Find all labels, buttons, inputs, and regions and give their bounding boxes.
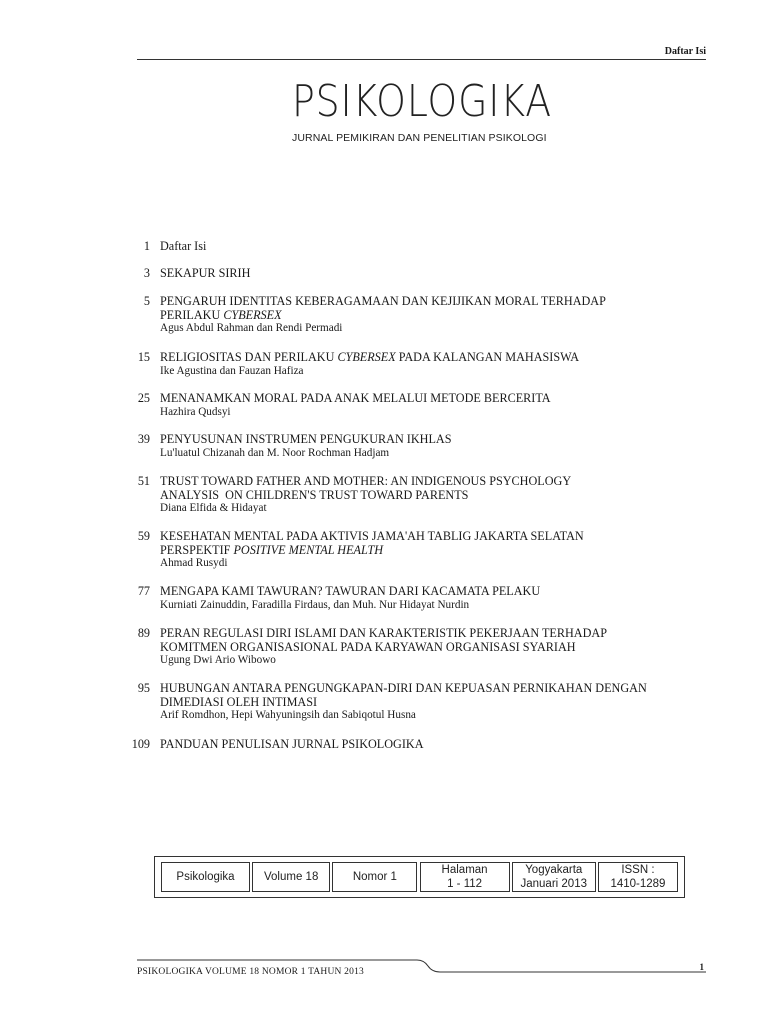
toc-page-number: 15	[137, 350, 150, 364]
toc-author: Diana Elfida & Hidayat	[160, 502, 267, 514]
journal-logo: PSIKOLOGIKA	[292, 76, 553, 127]
toc-title-continued	[160, 309, 720, 323]
footer-page-number: 1	[699, 962, 704, 972]
toc-page-number: 1	[143, 239, 150, 253]
toc-title-text: PERILAKU	[160, 307, 224, 322]
info-pages-label: Halaman	[441, 864, 488, 876]
toc-title-continued: ANALYSIS ON CHILDREN'S TRUST TOWARD PARENTS	[160, 487, 469, 502]
toc-page-number: 109	[131, 737, 150, 751]
info-issn-value: 1410-1289	[610, 878, 666, 890]
info-city: Yogyakarta	[525, 864, 583, 876]
toc-title: SEKAPUR SIRIH	[160, 266, 251, 280]
info-number	[332, 862, 417, 892]
toc-author: Hazhira Qudsyi	[160, 405, 231, 418]
info-issn	[598, 862, 678, 892]
toc-author: Kurniati Zainuddin, Faradilla Firdaus, dan Muh. Nur Hidayat Nurdin	[160, 598, 470, 611]
info-date: Januari 2013	[520, 878, 587, 890]
toc-title: PENYUSUNAN INSTRUMEN PENGUKURAN IKHLAS	[160, 432, 452, 446]
toc-page-number: 25	[137, 391, 150, 405]
toc-page-number: 89	[137, 626, 150, 640]
toc-author: Lu'luatul Chizanah dan M. Noor Rochman Hadjam	[160, 446, 390, 459]
toc-author: Arif Romdhon, Hepi Wahyuningsih dan Sabiqotul Husna	[160, 709, 416, 721]
info-journal-text: Psikologika	[176, 871, 235, 883]
footer-running-title: PSIKOLOGIKA VOLUME 18 NOMOR 1 TAHUN 2013	[137, 967, 364, 977]
toc-title: PENGARUH IDENTITAS KEBERAGAMAAN DAN KEJIJIKAN MORAL TERHADAP	[160, 294, 606, 308]
toc-page-number: 95	[137, 681, 150, 695]
toc-page-number: 51	[137, 474, 150, 488]
toc-title-text: PERSPEKTIF	[160, 542, 234, 557]
info-pages	[420, 862, 510, 892]
toc-title-text: PADA KALANGAN MAHASISWA	[395, 350, 580, 364]
toc-title: KESEHATAN MENTAL PADA AKTIVIS JAMA'AH TABLIG JAKARTA SELATAN	[160, 529, 584, 543]
toc-title: PANDUAN PENULISAN JURNAL PSIKOLOGIKA	[160, 737, 424, 751]
info-place-date	[512, 862, 596, 892]
toc-title-italic: CYBERSEX	[223, 307, 282, 322]
toc-title-continued	[160, 544, 720, 558]
toc-page-number: 59	[137, 529, 150, 543]
toc-title-italic: CYBERSEX	[337, 350, 396, 364]
toc-page-number: 5	[143, 294, 150, 308]
info-issn-label: ISSN :	[621, 864, 655, 876]
toc-page-number: 77	[137, 584, 150, 598]
section-label: Daftar Isi	[664, 46, 706, 57]
toc-author: Agus Abdul Rahman dan Rendi Permadi	[160, 322, 343, 334]
toc-author: Ugung Dwi Ario Wibowo	[160, 654, 276, 666]
publication-info-box	[154, 856, 685, 898]
toc-title: TRUST TOWARD FATHER AND MOTHER: AN INDIGENOUS PSYCHOLOGY	[160, 474, 572, 488]
toc-author: Ahmad Rusydi	[160, 557, 228, 569]
header-divider	[137, 59, 706, 60]
toc-author: Ike Agustina dan Fauzan Hafiza	[160, 364, 304, 377]
toc-page-number: 39	[137, 432, 150, 446]
info-journal	[161, 862, 250, 892]
toc-page-number: 3	[143, 266, 150, 280]
toc-title: Daftar Isi	[160, 239, 207, 253]
toc-title: MENANAMKAN MORAL PADA ANAK MELALUI METODE BERCERITA	[160, 391, 551, 405]
toc-title: MENGAPA KAMI TAWURAN? TAWURAN DARI KACAMATA PELAKU	[160, 584, 541, 598]
toc-title-text: RELIGIOSITAS DAN PERILAKU	[160, 350, 338, 364]
toc-title-italic: POSITIVE MENTAL HEALTH	[233, 542, 384, 557]
info-volume	[252, 862, 330, 892]
info-pages-value: 1 - 112	[447, 878, 483, 890]
toc-title-continued: DIMEDIASI OLEH INTIMASI	[160, 694, 318, 709]
toc-title: PERAN REGULASI DIRI ISLAMI DAN KARAKTERISTIK PEKERJAAN TERHADAP	[160, 626, 607, 640]
info-volume-text: Volume 18	[264, 871, 319, 883]
toc-title	[160, 351, 720, 365]
info-number-text: Nomor 1	[352, 871, 397, 883]
toc-title-continued: KOMITMEN ORGANISASIONAL PADA KARYAWAN ORGANISASI SYARIAH	[160, 639, 576, 654]
toc-title: HUBUNGAN ANTARA PENGUNGKAPAN-DIRI DAN KEPUASAN PERNIKAHAN DENGAN	[160, 681, 647, 695]
journal-subtitle: JURNAL PEMIKIRAN DAN PENELITIAN PSIKOLOGI	[292, 132, 547, 144]
